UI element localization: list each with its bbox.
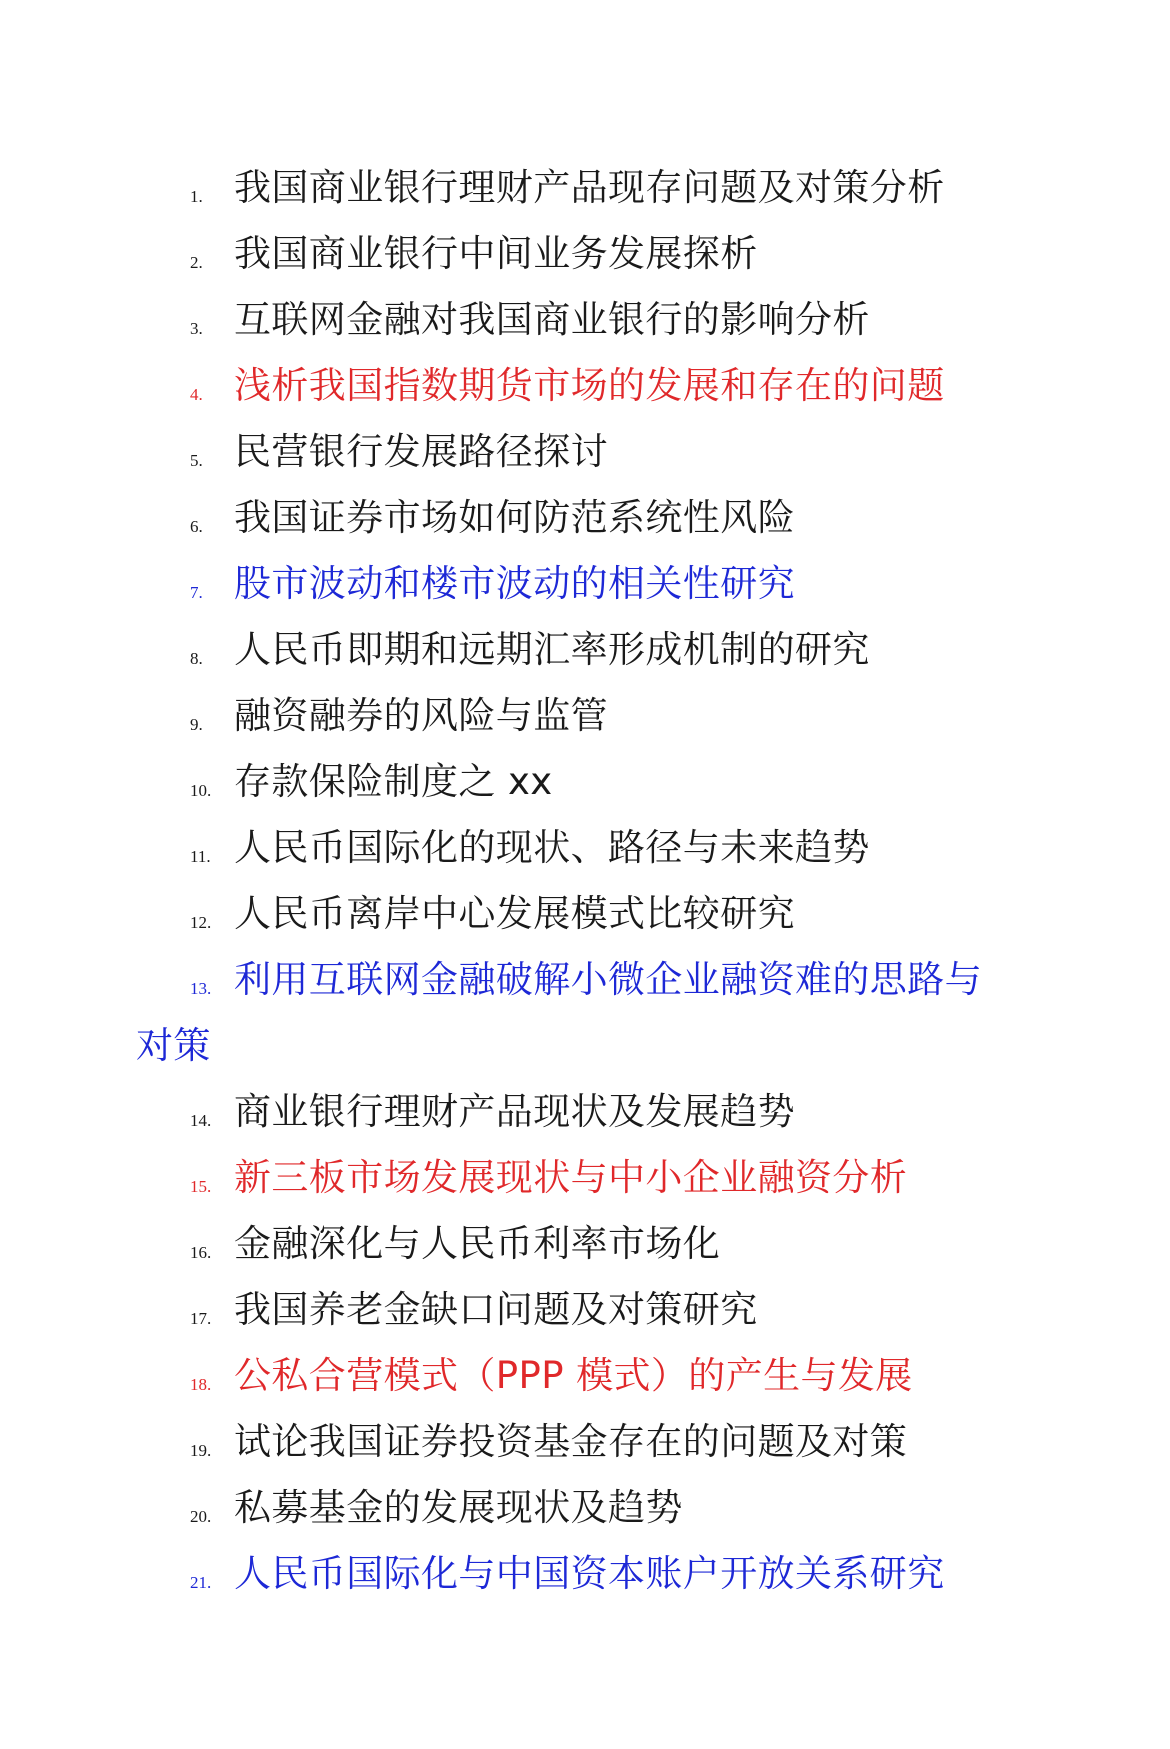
list-item-text: 新三板市场发展现状与中小企业融资分析 <box>234 1156 908 1199</box>
list-item-text: 金融深化与人民币利率市场化 <box>234 1222 721 1265</box>
list-item-text: 利用互联网金融破解小微企业融资难的思路与 <box>234 958 982 1001</box>
list-item <box>0 1343 1170 1409</box>
list-item-number: 9. <box>190 715 203 734</box>
list-item-number: 10. <box>190 781 212 800</box>
list-item-number: 4. <box>190 385 203 404</box>
list-item <box>0 815 1170 881</box>
list-item-text: 融资融券的风险与监管 <box>234 694 608 737</box>
list-item-continuation-text: 对策 <box>136 1024 211 1067</box>
list-item-continuation <box>0 1013 1170 1079</box>
list-item <box>0 1277 1170 1343</box>
list-item <box>0 419 1170 485</box>
list-item-text: 我国商业银行理财产品现存问题及对策分析 <box>234 166 945 209</box>
list-item-number: 13. <box>190 979 212 998</box>
list-item <box>0 1475 1170 1541</box>
list-item-text: 商业银行理财产品现状及发展趋势 <box>234 1090 795 1133</box>
list-item <box>0 485 1170 551</box>
list-item <box>0 287 1170 353</box>
list-item <box>0 947 1170 1013</box>
list-item-number: 18. <box>190 1375 212 1394</box>
list-item-number: 7. <box>190 583 203 602</box>
list-item <box>0 1541 1170 1607</box>
list-item-number: 8. <box>190 649 203 668</box>
list-item-text: 人民币离岸中心发展模式比较研究 <box>234 892 795 935</box>
list-item-text: 民营银行发展路径探讨 <box>234 430 608 473</box>
list-item <box>0 155 1170 221</box>
list-item <box>0 1409 1170 1475</box>
list-item <box>0 749 1170 815</box>
list-item-number: 16. <box>190 1243 212 1262</box>
list-item-number: 1. <box>190 187 203 206</box>
list-item-number: 14. <box>190 1111 212 1130</box>
list-item <box>0 551 1170 617</box>
list-item-number: 6. <box>190 517 203 536</box>
list-item-text: 存款保险制度之 xx <box>234 760 553 803</box>
list-item <box>0 221 1170 287</box>
list-item-text: 互联网金融对我国商业银行的影响分析 <box>234 298 870 341</box>
list-item <box>0 881 1170 947</box>
list-item <box>0 617 1170 683</box>
list-item <box>0 1211 1170 1277</box>
list-item <box>0 683 1170 749</box>
list-item-text: 我国养老金缺口问题及对策研究 <box>234 1288 758 1331</box>
list-item-number: 5. <box>190 451 203 470</box>
list-item <box>0 1079 1170 1145</box>
list-item-number: 21. <box>190 1573 212 1592</box>
list-item-text: 试论我国证券投资基金存在的问题及对策 <box>234 1420 908 1463</box>
list-item <box>0 353 1170 419</box>
list-item-number: 11. <box>190 847 211 866</box>
list-item-number: 17. <box>190 1309 212 1328</box>
list-item-text: 浅析我国指数期货市场的发展和存在的问题 <box>234 364 945 407</box>
list-item-number: 20. <box>190 1507 212 1526</box>
list-item-number: 15. <box>190 1177 212 1196</box>
list-item-text: 人民币国际化的现状、路径与未来趋势 <box>234 826 870 869</box>
list-item-number: 3. <box>190 319 203 338</box>
list-item-text: 人民币即期和远期汇率形成机制的研究 <box>234 628 870 671</box>
list-item-text: 人民币国际化与中国资本账户开放关系研究 <box>234 1552 945 1595</box>
list-item-text: 股市波动和楼市波动的相关性研究 <box>234 562 795 605</box>
list-item-number: 12. <box>190 913 212 932</box>
list-item-text: 我国商业银行中间业务发展探析 <box>234 232 758 275</box>
list-item-text: 私募基金的发展现状及趋势 <box>234 1486 683 1529</box>
list-item-number: 19. <box>190 1441 212 1460</box>
list-item-number: 2. <box>190 253 203 272</box>
list-item-text: 公私合营模式（PPP 模式）的产生与发展 <box>234 1354 913 1397</box>
list-item-text: 我国证券市场如何防范系统性风险 <box>234 496 795 539</box>
list-item <box>0 1145 1170 1211</box>
